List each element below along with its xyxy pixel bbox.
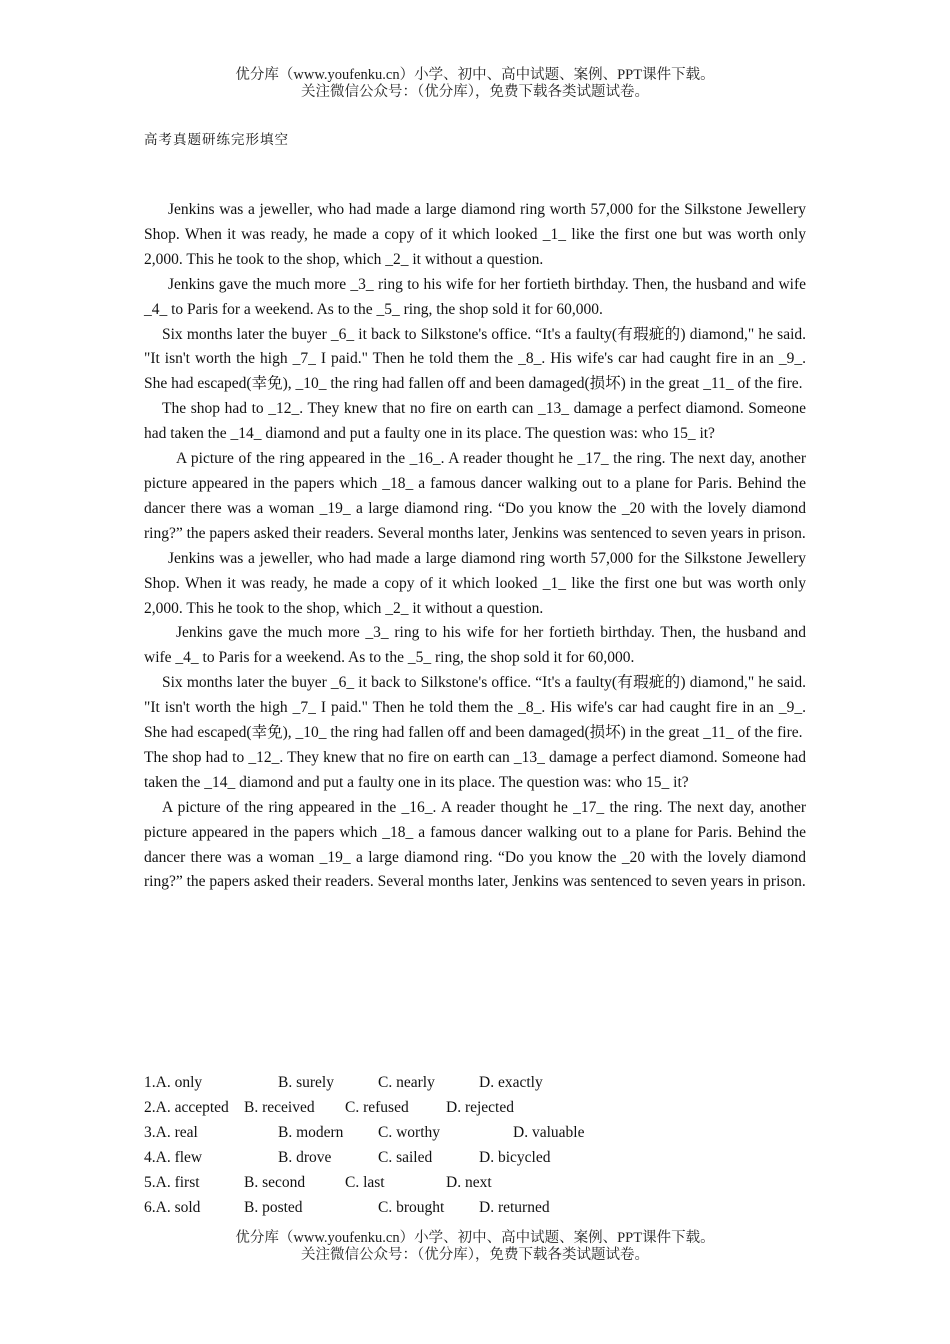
option-b: B. modern [278, 1124, 344, 1141]
answer-options [144, 1070, 806, 1220]
option-b: B. posted [244, 1199, 303, 1216]
passage-paragraph: A picture of the ring appeared in the _16_. A reader thought he _17_ the ring. The next day, another picture appeared in the papers which _18_ a famous dancer walking out to a plane for Paris. Behind the dancer there was a woman _19_ a large diamond ring. “Do you know the _20 with the lovely diamond ring?” the papers asked their readers. Several months later, Jenkins was sentenced to seven years in prison. [144, 798, 806, 891]
option-d: D. exactly [479, 1074, 543, 1091]
option-d: D. next [446, 1174, 492, 1191]
footer-line-1: 优分库（www.youfenku.cn）小学、初中、高中试题、案例、PPT课件下载。 [235, 1230, 715, 1246]
option-c: C. nearly [378, 1074, 435, 1091]
option-a: 2.A. accepted [144, 1099, 229, 1116]
option-d: D. rejected [446, 1099, 514, 1116]
passage-paragraph: Six months later the buyer _6_ it back to Silkstone's office. “It's a faulty(有瑕疵的) diamond," he said. "It isn't worth the high _7_ I paid." Then he told them the _8_. His wife's car had caught fire in an _9_. She had escaped(幸免), _10_ the ring had fallen off and been damaged(损坏) in the great _11_ of the fire. [144, 325, 806, 393]
passage-paragraph: Six months later the buyer _6_ it back to Silkstone's office. “It's a faulty(有瑕疵的) diamond," he said. "It isn't worth the high _7_ I paid." Then he told them the _8_. His wife's car had caught fire in an _9_. She had escaped(幸免), _10_ the ring had fallen off and been damaged(损坏) in the great _11_ of the fire. [144, 674, 806, 742]
option-d: D. returned [479, 1199, 550, 1216]
option-row [144, 1145, 806, 1170]
page-footer [0, 1230, 950, 1264]
option-d: D. valuable [513, 1124, 585, 1141]
option-a: 5.A. first [144, 1174, 200, 1191]
option-a: 1.A. only [144, 1074, 203, 1091]
option-b: B. surely [278, 1074, 334, 1091]
option-b: B. received [244, 1099, 315, 1116]
option-d: D. bicycled [479, 1149, 551, 1166]
passage-paragraph: Jenkins gave the much more _3_ ring to his wife for her fortieth birthday. Then, the husband and wife _4_ to Paris for a weekend. As to the _5_ ring, the shop sold it for 60,000. [144, 624, 806, 667]
option-row [144, 1170, 806, 1195]
option-c: C. worthy [378, 1124, 440, 1141]
option-row [144, 1070, 806, 1095]
option-b: B. drove [278, 1149, 332, 1166]
section-title: 高考真题研练完形填空 [144, 132, 289, 148]
header-line-1: 优分库（www.youfenku.cn）小学、初中、高中试题、案例、PPT课件下载。 [235, 67, 715, 83]
option-row [144, 1195, 806, 1220]
option-a: 3.A. real [144, 1124, 198, 1141]
header-line-2: 关注微信公众号：（优分库），免费下载各类试题试卷。 [301, 84, 649, 100]
passage-paragraph: Jenkins gave the much more _3_ ring to his wife for her fortieth birthday. Then, the husband and wife _4_ to Paris for a weekend. As to the _5_ ring, the shop sold it for 60,000. [144, 275, 806, 318]
option-row [144, 1095, 806, 1120]
option-b: B. second [244, 1174, 306, 1191]
passage-paragraph: Jenkins was a jeweller, who had made a large diamond ring worth 57,000 for the Silkstone Jewellery Shop. When it was ready, he made a copy of it which looked _1_ like the first one but was worth only 2,000. This he took to the shop, which _2_ it without a question. [144, 201, 806, 268]
option-c: C. brought [378, 1199, 445, 1216]
cloze-passage [144, 198, 806, 895]
option-row [144, 1120, 806, 1145]
passage-paragraph: Jenkins was a jeweller, who had made a large diamond ring worth 57,000 for the Silkstone Jewellery Shop. When it was ready, he made a copy of it which looked _1_ like the first one but was worth only 2,000. This he took to the shop, which _2_ it without a question. [144, 549, 806, 617]
option-c: C. sailed [378, 1149, 433, 1166]
option-a: 6.A. sold [144, 1199, 201, 1216]
option-c: C. last [345, 1174, 385, 1191]
passage-paragraph: A picture of the ring appeared in the _16_. A reader thought he _17_ the ring. The next day, another picture appeared in the papers which _18_ a famous dancer walking out to a plane for Paris. Behind the dancer there was a woman _19_ a large diamond ring. “Do you know the _20 with the lovely diamond ring?” the papers asked their readers. Several months later, Jenkins was sentenced to seven years in prison. [144, 450, 806, 542]
option-c: C. refused [345, 1099, 409, 1116]
page-header [0, 67, 950, 101]
footer-line-2: 关注微信公众号：（优分库），免费下载各类试题试卷。 [301, 1247, 649, 1263]
passage-paragraph: The shop had to _12_. They knew that no fire on earth can _13_ damage a perfect diamond. Someone had taken the _14_ diamond and put a faulty one in its place. The question was: who 15_ it? [144, 400, 806, 443]
passage-paragraph: The shop had to _12_. They knew that no fire on earth can _13_ damage a perfect diamond. Someone had taken the _14_ diamond and put a faulty one in its place. The question was: who 15_ it? [144, 748, 806, 791]
option-a: 4.A. flew [144, 1149, 203, 1166]
